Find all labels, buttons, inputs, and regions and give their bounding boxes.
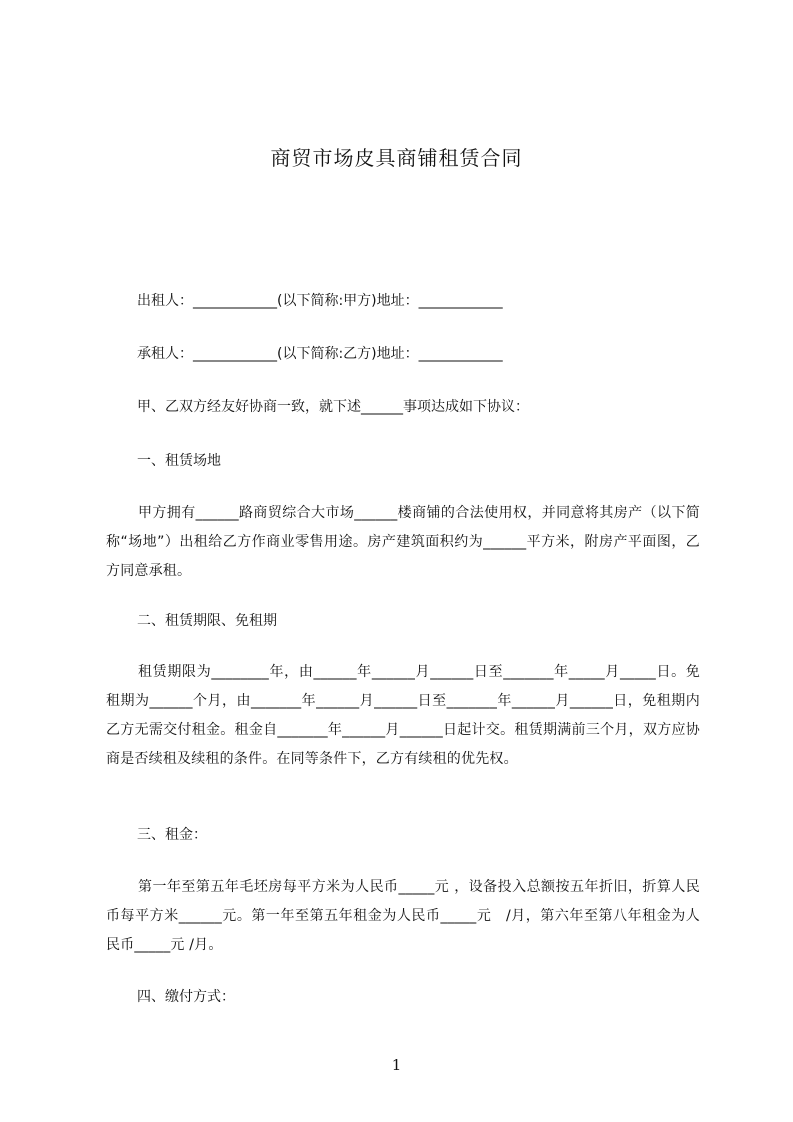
- document-title: 商贸市场皮具商铺租赁合同: [270, 146, 523, 170]
- agreement-intro: 甲、乙双方经友好协商一致，就下述______事项达成如下协议：: [137, 399, 529, 415]
- section-heading-rent: 三、租金：: [137, 827, 207, 843]
- section-body-lease-premises: 甲方拥有______路商贸综合大市场______楼商铺的合法使用权，并同意将其房产（以下简称“场地”）出租给乙方作商业零售用途。房产建筑面积约为______平方米，附房产平面图，乙方同意承租。: [106, 505, 700, 579]
- page-number: 1: [391, 1056, 402, 1074]
- section-heading-lease-term: 二、租赁期限、免租期: [137, 613, 277, 629]
- section-heading-payment-method: 四、缴付方式：: [137, 989, 235, 1005]
- lessor-line: 出租人：____________(以下简称:甲方)地址：____________: [137, 293, 503, 309]
- lessee-line: 承租人：____________(以下简称:乙方)地址：____________: [137, 346, 503, 362]
- section-body-lease-term: 租赁期限为________年，由______年______月______日至_______年_____月_____日。免租期为______个月，由_______年______月______日至_______年______月______日，免租期内乙方无需交付租金。租金自_______年______月______日起计交。租赁期满前三个月，双方应协商是否续租及续租的条件。在同等条件下，乙方有续租的优先权。: [106, 664, 700, 767]
- section-body-rent: 第一年至第五年毛坯房每平方米为人民币_____元 ，设备投入总额按五年折旧，折算人民币每平方米______元。第一年至第五年租金为人民币_____元 /月，第六年至第八年租金为人民币_____元 /月。: [106, 879, 700, 953]
- section-heading-lease-premises: 一、租赁场地: [137, 453, 221, 469]
